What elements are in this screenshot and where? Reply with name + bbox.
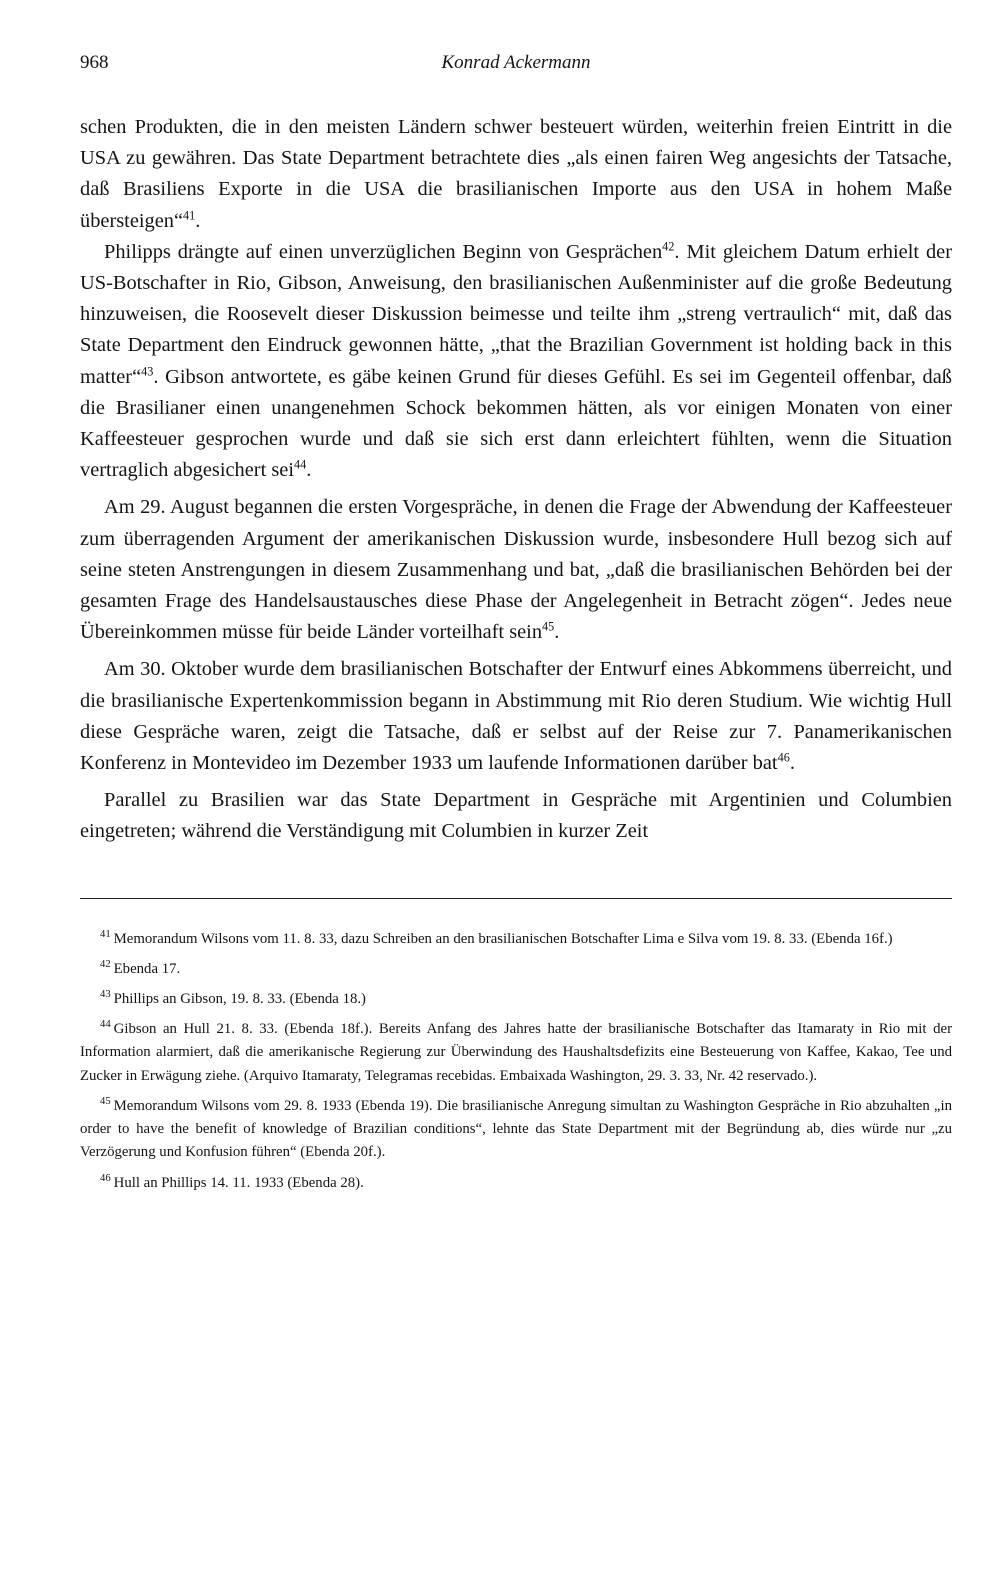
text-run: . [306, 459, 312, 482]
footnote-ref: 41 [183, 208, 196, 223]
footnote-text: Phillips an Gibson, 19. 8. 33. (Ebenda 18.) [113, 991, 366, 1008]
footnote-ref: 46 [777, 750, 790, 765]
footnote-ref: 45 [542, 619, 555, 634]
footnote-separator [80, 898, 952, 899]
footnote-ref: 42 [662, 239, 675, 254]
footnote-number: 46 [100, 1172, 111, 1184]
footnote [80, 1095, 952, 1165]
body-text [80, 112, 952, 848]
text-run: . Gibson antwortete, es gäbe keinen Grund für dieses Gefühl. Es sei im Gegenteil offenbar, daß die Brasilianer einen unangenehmen Schock bekommen hätten, als vor einigen Monaten von einer Kaffeesteuer gesprochen wurde und daß sie sich erst dann erleichtert fühlten, wenn die Situation vertraglich abgesichert sei [80, 365, 952, 482]
text-run: Am 30. Oktober wurde dem brasilianischen Botschafter der Entwurf eines Abkommens überreicht, und die brasilianische Expertenkommission begann in Abstimmung mit Rio deren Studium. Wie wichtig Hull diese Gespräche waren, zeigt die Tatsache, daß er selbst auf der Reise zur 7. Panamerikanischen Konferenz in Montevideo im Dezember 1933 um laufende Informationen darüber bat [80, 658, 952, 775]
text-run: . Mit gleichem Datum erhielt der US-Botschafter in Rio, Gibson, Anweisung, den brasilianischen Außenminister auf die große Bedeutung hinzuweisen, die Roosevelt dieser Diskussion beimesse und teilte ihm „streng vertraulich“ mit, daß das State Department den Eindruck gewonnen hätte, „that the Brazilian Government ist holding back in this matter“ [80, 240, 952, 388]
text-run: . [554, 621, 560, 644]
footnote [80, 958, 952, 981]
footnote-number: 42 [100, 959, 111, 971]
footnote [80, 1018, 952, 1088]
footnote-number: 44 [100, 1019, 111, 1031]
footnote-text: Ebenda 17. [113, 960, 181, 977]
footnote-text: Gibson an Hull 21. 8. 33. (Ebenda 18f.). Bereits Anfang des Jahres hatte der brasilianische Botschafter das Itamaraty in Rio mit der Information alarmiert, daß die amerikanische Regierung zur Überwindung des Haushaltsdefizits eine Besteuerung von Kaffee, Kakao, Tee und Zucker in Erwägung ziehe. (Arquivo Itamaraty, Telegramas recebidas. Embaixada Washington, 29. 3. 33, Nr. 42 reservado.). [80, 1021, 952, 1084]
paragraph [80, 237, 952, 487]
footnote [80, 988, 952, 1011]
running-title: Konrad Ackermann [441, 52, 591, 73]
footnote-number: 43 [100, 989, 111, 1001]
footnote [80, 1172, 952, 1195]
footnote-ref: 43 [141, 364, 154, 379]
text-run: schen Produkten, die in den meisten Ländern schwer besteuert würden, weiterhin freien Eintritt in die USA zu gewähren. Das State Department betrachtete dies „als einen fairen Weg angesichts der Tatsache, daß Brasiliens Exporte in die USA die brasilianischen Importe aus den USA in hohem Maße übersteigen“ [80, 116, 952, 232]
footnote-text: Memorandum Wilsons vom 29. 8. 1933 (Ebenda 19). Die brasilianische Anregung simultan zu Washington Gespräche in Rio abzuhalten „in order to have the benefit of knowledge of Brazilian conditions“, lehnte das State Department mit der Begründung ab, dies würde nur „zu Verzögerung und Konfusion führen“ (Ebenda 20f.). [80, 1097, 952, 1161]
paragraph [80, 654, 952, 779]
footnote [80, 928, 952, 951]
running-head [80, 48, 952, 78]
text-run: . [789, 752, 795, 775]
footnote-text: Hull an Phillips 14. 11. 1933 (Ebenda 28). [113, 1174, 364, 1191]
footnote-text: Memorandum Wilsons vom 11. 8. 33, dazu Schreiben an den brasilianischen Botschafter Lima e Silva vom 19. 8. 33. (Ebenda 16f.) [113, 930, 893, 947]
text-run: Philipps drängte auf einen unverzüglichen Beginn von Gesprächen [104, 240, 663, 263]
footnote-number: 41 [100, 928, 111, 940]
text-run: Parallel zu Brasilien war das State Department in Gespräche mit Argentinien und Columbien eingetreten; während die Verständigung mit Columbien in kurzer Zeit [80, 789, 952, 843]
footnotes [80, 928, 952, 1195]
footnote-number: 45 [100, 1096, 111, 1108]
paragraph [80, 785, 952, 847]
page-number: 968 [80, 52, 109, 73]
text-run: . [195, 209, 201, 232]
footnote-ref: 44 [294, 457, 307, 472]
text-run: Am 29. August begannen die ersten Vorgespräche, in denen die Frage der Abwendung der Kaffeesteuer zum überragenden Argument der amerikanischen Diskussion wurde, insbesondere Hull bezog sich auf seine steten Anstrengungen in diesem Zusammenhang und bat, „daß die brasilianischen Behörden bei der gesamten Frage des Handelsaustausches diese Phase der Angelegenheit in Betracht zögen“. Jedes neue Übereinkommen müsse für beide Länder vorteilhaft sein [80, 496, 952, 644]
paragraph [80, 492, 952, 648]
paragraph [80, 112, 952, 237]
